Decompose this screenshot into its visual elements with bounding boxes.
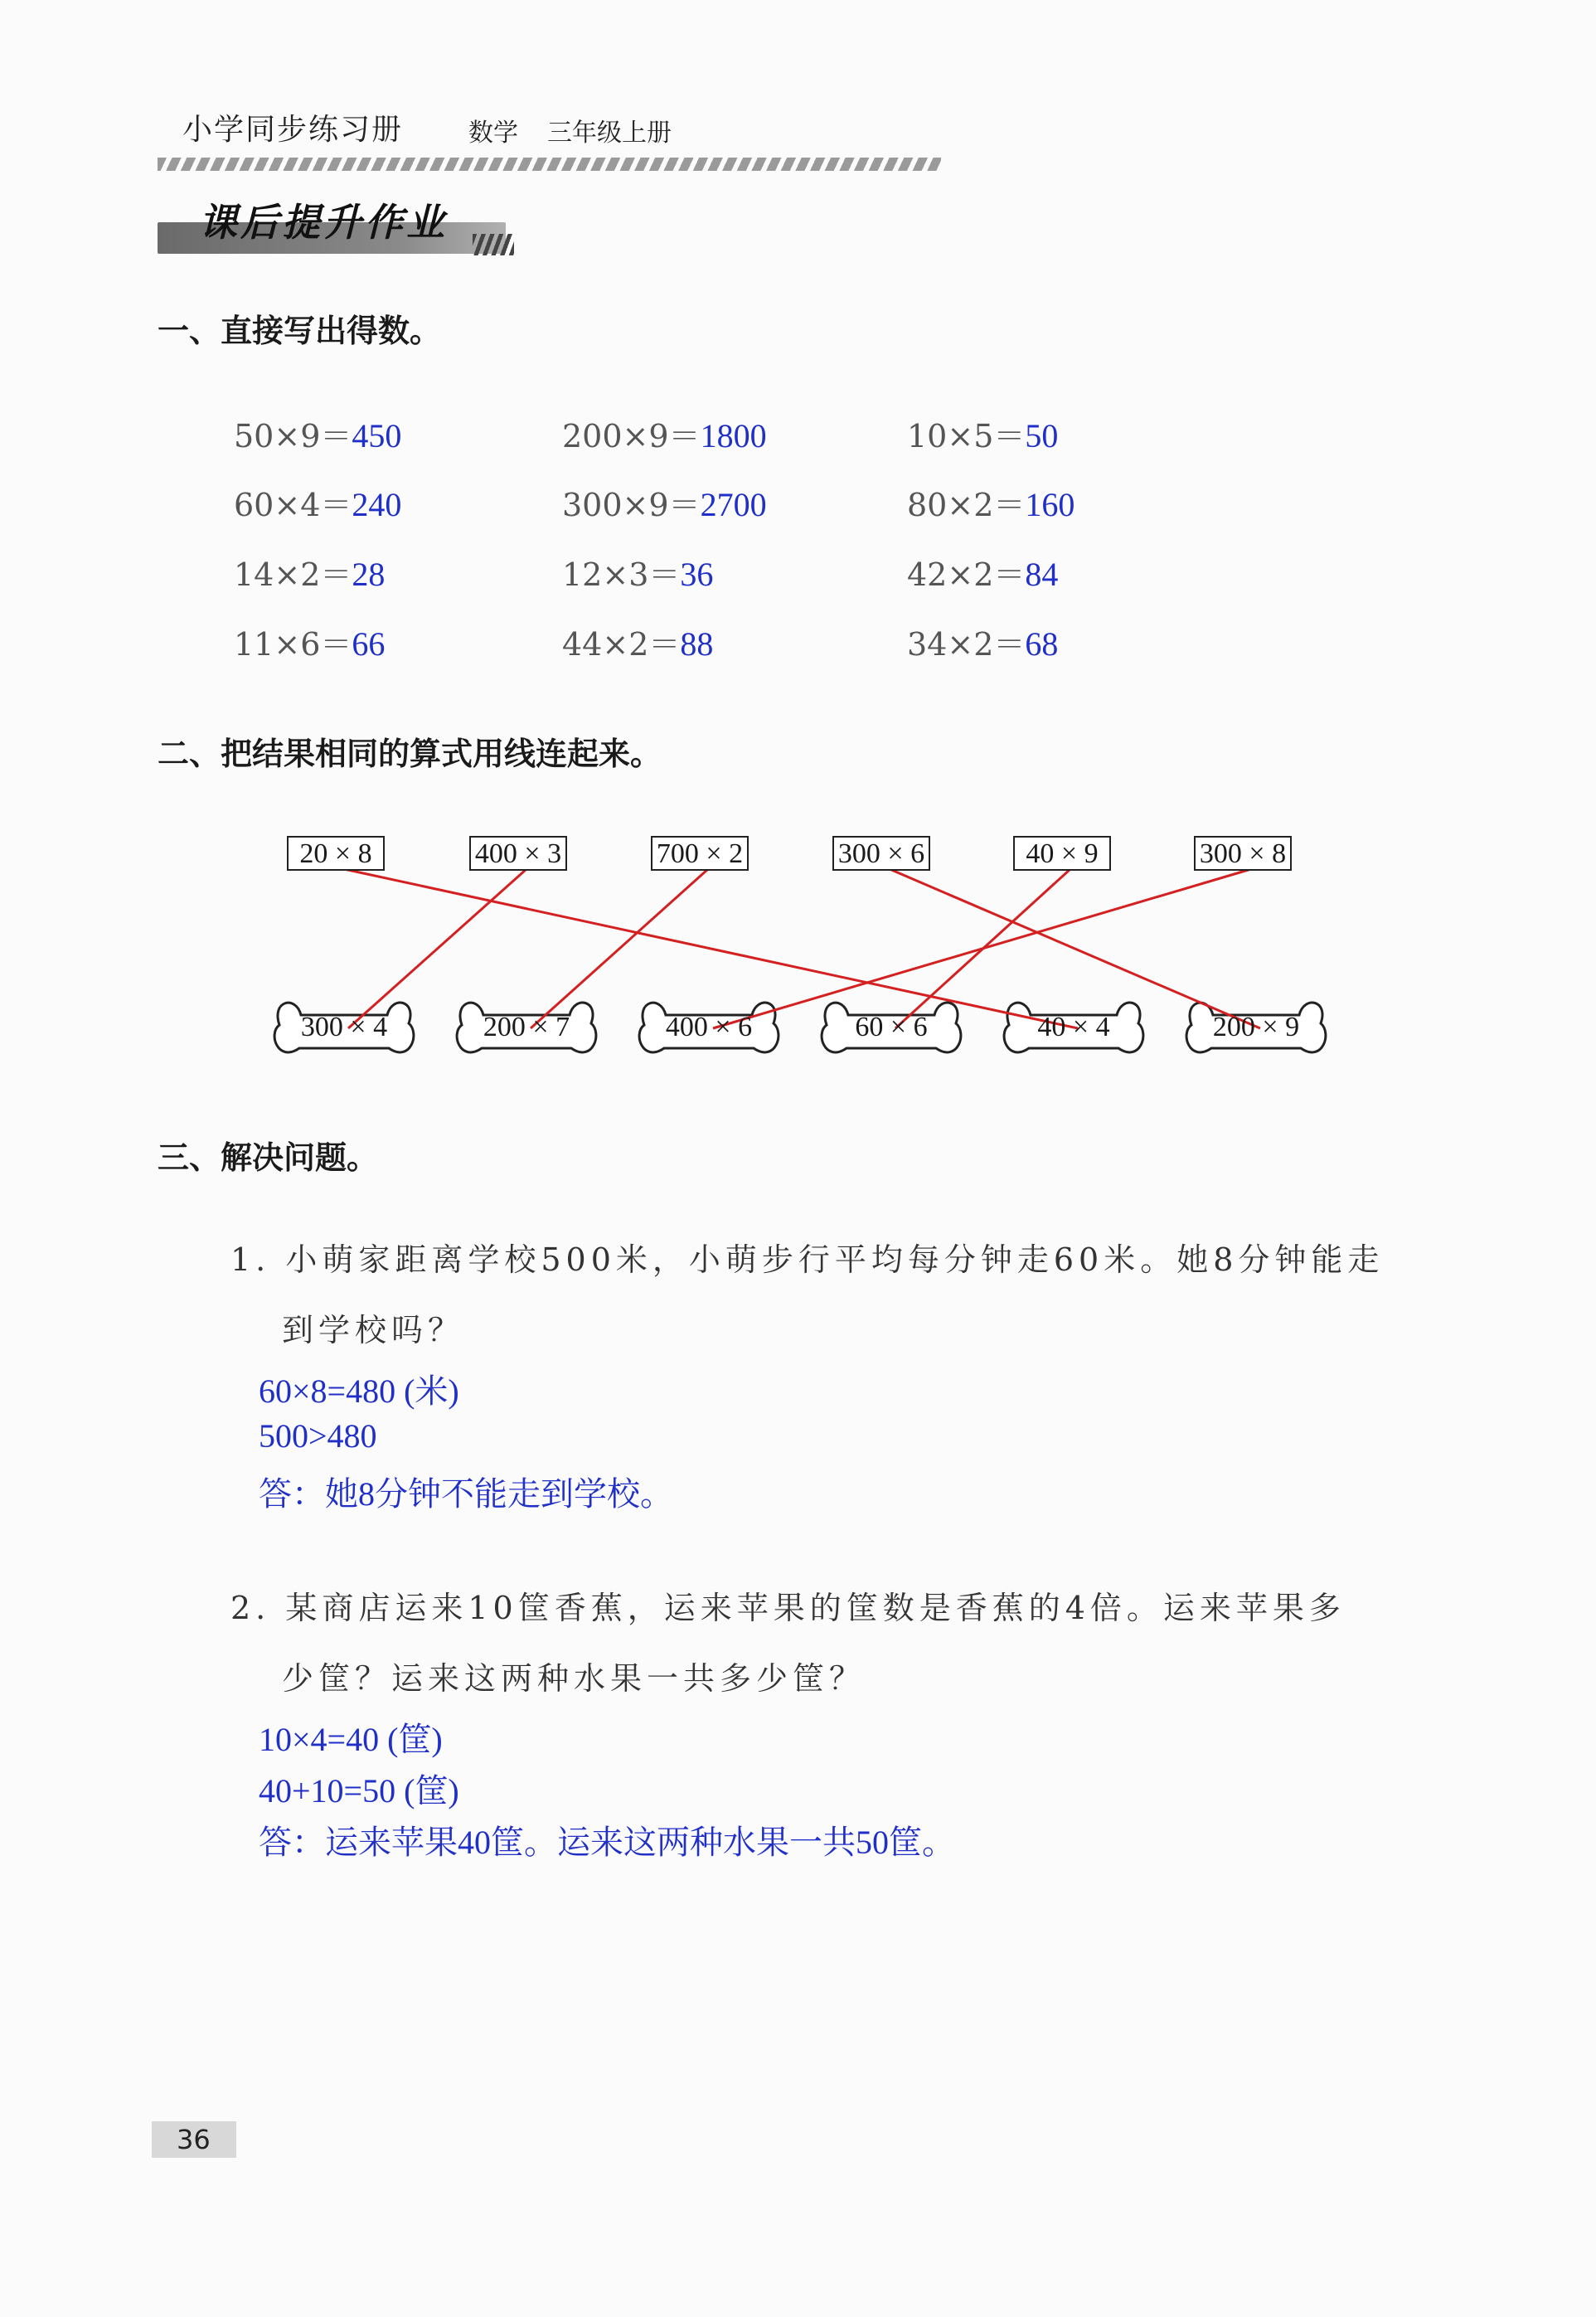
equation-expression: 300×9＝ <box>562 487 701 523</box>
box-expression: 300 × 6 <box>832 836 930 871</box>
equation-answer: 160 <box>1025 486 1075 523</box>
q2-answer-final: 答：运来苹果40筐。运来这两种水果一共50筐。 <box>259 1824 955 1861</box>
equation-expression: 14×2＝ <box>234 556 352 593</box>
equation-answer: 240 <box>352 486 402 523</box>
bone-expression: 200 × 7 <box>483 1012 570 1042</box>
box-expression: 20 × 8 <box>287 836 385 871</box>
section2-title: 二、把结果相同的算式用线连起来。 <box>158 736 662 772</box>
q1-answer-step1: 60×8=480 (米) <box>259 1372 459 1410</box>
section3-title: 三、解决问题。 <box>158 1139 379 1176</box>
box-expression: 700 × 2 <box>651 836 749 871</box>
matching-diagram <box>0 0 1596 1095</box>
q2-answer-step1: 10×4=40 (筐) <box>259 1721 443 1758</box>
q1-text-line1: 1. 小萌家距离学校500米，小萌步行平均每分钟走60米。她8分钟能走 <box>230 1241 1385 1278</box>
page-number: 36 <box>152 2121 236 2158</box>
banner-title: 课后提升作业 <box>199 200 448 245</box>
equation-expression: 12×3＝ <box>562 556 681 593</box>
equation-expression: 10×5＝ <box>907 418 1026 454</box>
q2-text-line1: 2. 某商店运来10筐香蕉，运来苹果的筐数是香蕉的4倍。运来苹果多 <box>230 1590 1346 1626</box>
equation-answer: 66 <box>352 625 386 663</box>
equation-answer: 84 <box>1025 556 1059 593</box>
equation-expression: 80×2＝ <box>907 487 1026 523</box>
q1-text-line2: 到学校吗？ <box>282 1312 465 1348</box>
bone-expression: 60 × 6 <box>855 1012 928 1042</box>
equation-expression: 200×9＝ <box>562 418 701 454</box>
match-line <box>344 869 1078 1028</box>
equation-expression: 44×2＝ <box>562 626 681 663</box>
equation-answer: 88 <box>680 625 714 663</box>
equation-expression: 34×2＝ <box>907 626 1026 663</box>
box-expression: 300 × 8 <box>1194 836 1292 871</box>
bone-expression: 300 × 4 <box>300 1012 388 1042</box>
box-expression: 40 × 9 <box>1013 836 1111 871</box>
q2-answer-step2: 40+10=50 (筐) <box>259 1772 459 1809</box>
subject-label: 数学 <box>468 119 518 148</box>
book-title: 小学同步练习册 <box>182 113 404 147</box>
bone-expression: 40 × 4 <box>1037 1012 1110 1042</box>
equation-answer: 36 <box>680 556 714 593</box>
bone-expression: 400 × 6 <box>665 1012 753 1042</box>
equation-expression: 42×2＝ <box>907 556 1026 593</box>
equation-expression: 50×9＝ <box>234 418 352 454</box>
equation-expression: 60×4＝ <box>234 487 352 523</box>
equation-expression: 11×6＝ <box>234 626 352 663</box>
box-expression: 400 × 3 <box>469 836 567 871</box>
equation-answer: 1800 <box>700 417 767 454</box>
bone-expression: 200 × 9 <box>1212 1012 1300 1042</box>
match-line <box>348 869 526 1028</box>
equation-answer: 50 <box>1025 417 1059 454</box>
equation-answer: 450 <box>352 417 402 454</box>
equation-answer: 28 <box>352 556 386 593</box>
equation-answer: 2700 <box>700 486 767 523</box>
match-line <box>713 869 1251 1028</box>
grade-label: 三年级上册 <box>547 119 672 148</box>
q1-answer-final: 答：她8分钟不能走到学校。 <box>259 1475 673 1513</box>
equation-answer: 68 <box>1025 625 1059 663</box>
section1-title: 一、直接写出得数。 <box>158 313 442 349</box>
match-line <box>531 869 708 1028</box>
q1-answer-step2: 500>480 <box>259 1417 377 1455</box>
q2-text-line2: 少筐？运来这两种水果一共多少筐？ <box>282 1660 866 1697</box>
